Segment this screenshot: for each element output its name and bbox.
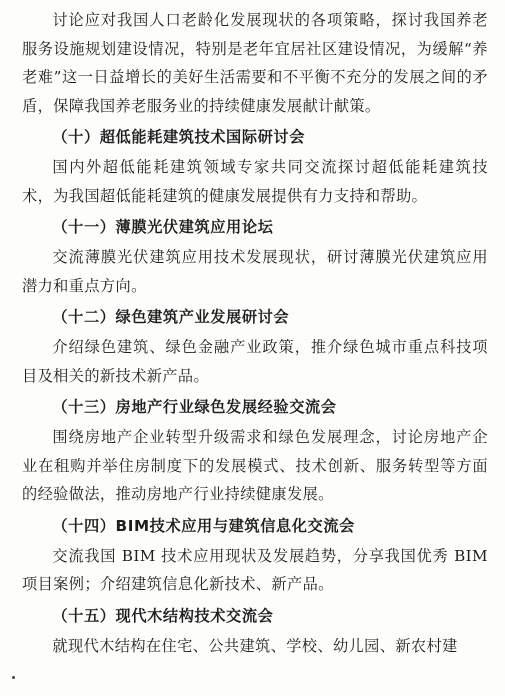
paragraph-bim-informatization: 交流我国 BIM 技术应用现状及发展趋势，分享我国优秀 BIM 项目案例；介绍建筑信息化新技术、新产品。 bbox=[22, 546, 488, 593]
document-body bbox=[22, 6, 488, 660]
paragraph-modern-timber: 就现代木结构在住宅、公共建筑、学校、幼儿园、新农村建 bbox=[52, 636, 458, 655]
heading-green-building-industry: （十二）绿色建筑产业发展研讨会 bbox=[52, 308, 290, 326]
paragraph-ultra-low-energy: 国内外超低能耗建筑领域专家共同交流探讨超低能耗建筑技术，为我国超低能耗建筑的健康发展提供有力支持和帮助。 bbox=[22, 158, 488, 205]
paragraph-green-building-industry: 介绍绿色建筑、绿色金融产业政策，推介绿色城市重点科技项目及相关的新技术新产品。 bbox=[22, 338, 488, 385]
scan-mark bbox=[12, 676, 15, 679]
heading-ultra-low-energy-forum: （十）超低能耗建筑技术国际研讨会 bbox=[52, 128, 305, 146]
heading-modern-timber: （十五）现代木结构技术交流会 bbox=[52, 606, 274, 625]
heading-bim-informatization: （十四）BIM技术应用与建筑信息化交流会 bbox=[52, 516, 355, 535]
paragraph-elderly-care: 讨论应对我国人口老龄化发展现状的各项策略，探讨我国养老服务设施规划建设情况，特别是老年宜居社区建设情况，为缓解“养老难”这一日益增长的美好生活需要和不平衡不充分的发展之间的矛盾，保障我国养老服务业的持续健康发展献计献策。 bbox=[22, 11, 488, 115]
heading-thin-film-pv-forum: （十一）薄膜光伏建筑应用论坛 bbox=[52, 218, 274, 236]
paragraph-real-estate-green: 围绕房地产企业转型升级需求和绿色发展理念，讨论房地产企业在租购并举住房制度下的发展模式、技术创新、服务转型等方面的经验做法，推动房地产行业持续健康发展。 bbox=[22, 428, 488, 503]
paragraph-thin-film-pv: 交流薄膜光伏建筑应用技术发展现状，研讨薄膜光伏建筑应用潜力和重点方向。 bbox=[22, 248, 488, 295]
heading-real-estate-green: （十三）房地产行业绿色发展经验交流会 bbox=[52, 398, 337, 416]
